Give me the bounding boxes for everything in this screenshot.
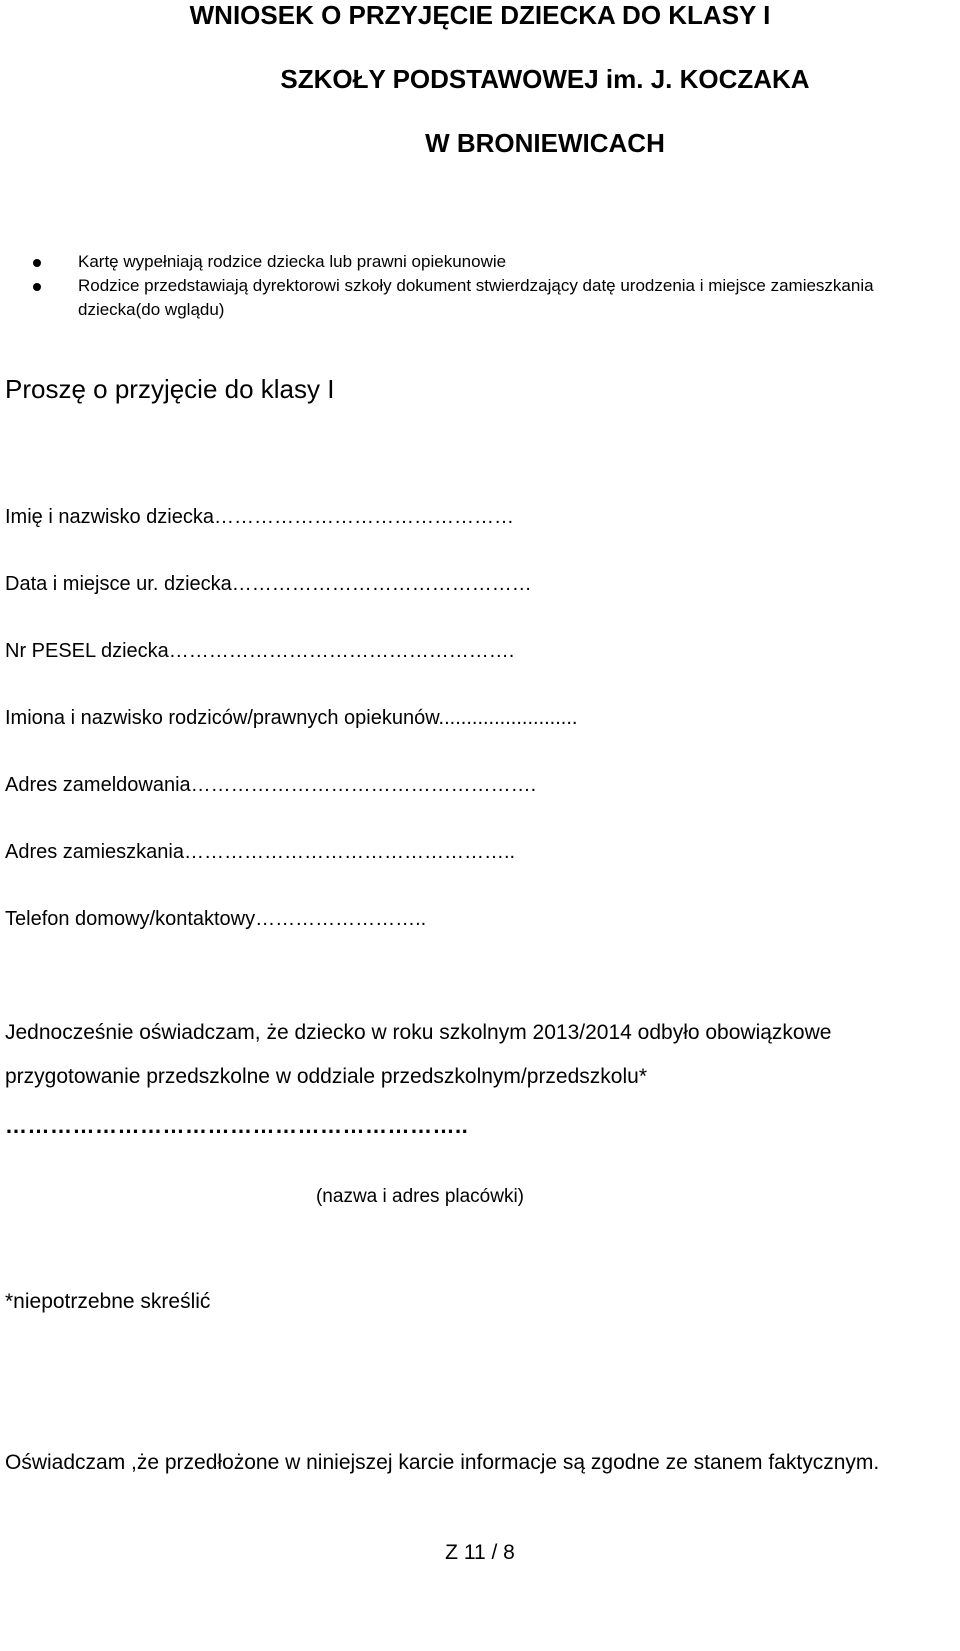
instruction-item bbox=[0, 250, 960, 274]
footnote: *niepotrzebne skreślić bbox=[5, 1290, 211, 1313]
declaration-line-1: Jednocześnie oświadczam, że dziecko w roku szkolnym 2013/2014 odbyło obowiązkowe bbox=[5, 1021, 832, 1044]
document-title-line-2: SZKOŁY PODSTAWOWEJ im. J. KOCZAKA bbox=[280, 64, 810, 94]
document-title-line-1: WNIOSEK O PRZYJĘCIE DZIECKA DO KLASY I bbox=[189, 0, 771, 30]
bullet-icon bbox=[33, 259, 41, 267]
bullet-icon bbox=[33, 283, 41, 291]
instructions-list bbox=[0, 250, 960, 322]
request-heading: Proszę o przyjęcie do klasy I bbox=[5, 374, 335, 404]
institution-fill-line[interactable]: …………………………………………………….. bbox=[5, 1113, 469, 1138]
instruction-item bbox=[0, 274, 960, 322]
page-number: Z 11 / 8 bbox=[445, 1541, 515, 1564]
instruction-text: Kartę wypełniają rodzice dziecka lub prawni opiekunowie bbox=[78, 252, 507, 271]
declaration-line-2: przygotowanie przedszkolne w oddziale przedszkolnym/przedszkolu* bbox=[5, 1065, 647, 1088]
institution-caption: (nazwa i adres placówki) bbox=[315, 1186, 525, 1207]
residence-address-field[interactable]: Adres zamieszkania………………………………………….. bbox=[5, 841, 516, 863]
pesel-field[interactable]: Nr PESEL dziecka……………………………………………. bbox=[5, 640, 515, 662]
child-name-field[interactable]: Imię i nazwisko dziecka……………………………………… bbox=[5, 506, 514, 528]
instruction-text: Rodzice przedstawiają dyrektorowi szkoły dokument stwierdzający datę urodzenia i miejsce zamieszkania dziecka(do wglądu) bbox=[78, 276, 874, 319]
parents-names-field[interactable]: Imiona i nazwisko rodziców/prawnych opiekunów......................... bbox=[5, 707, 578, 729]
registered-address-field[interactable]: Adres zameldowania……………………………………………. bbox=[5, 774, 537, 796]
final-statement: Oświadczam ,że przedłożone w niniejszej karcie informacje są zgodne ze stanem faktycznym. bbox=[5, 1451, 880, 1474]
phone-field[interactable]: Telefon domowy/kontaktowy…………………….. bbox=[5, 908, 427, 930]
birth-date-place-field[interactable]: Data i miejsce ur. dziecka……………………………………… bbox=[5, 573, 532, 595]
document-title-line-3: W BRONIEWICACH bbox=[425, 128, 665, 158]
